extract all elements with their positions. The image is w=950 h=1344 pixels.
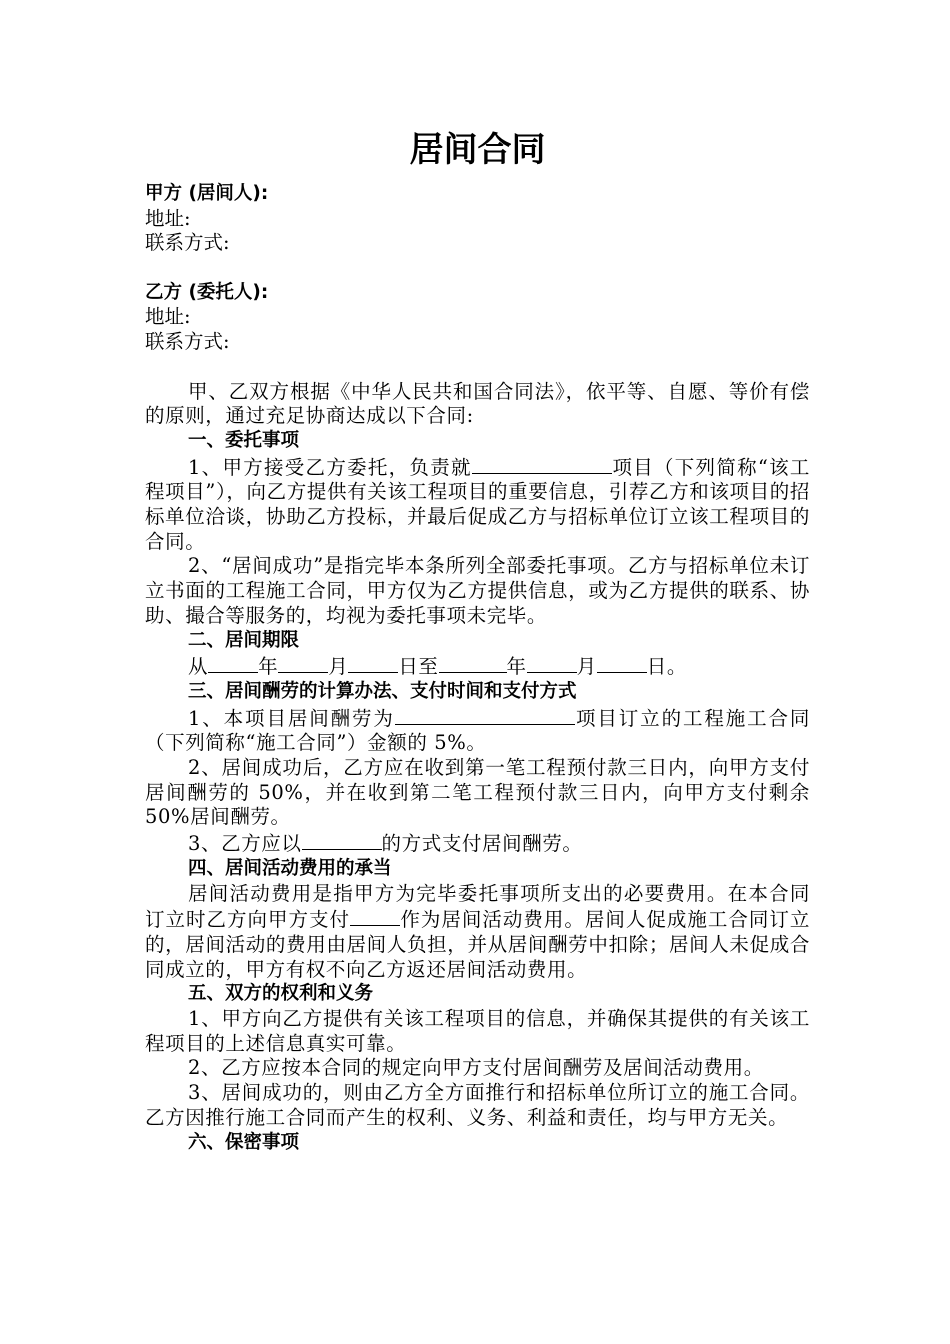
party-b-address: 地址: [145,305,191,329]
section-4-heading: 四、居间活动费用的承当 [188,857,392,879]
document-title: 居间合同 [409,130,546,170]
section-5-clause-1: 1、甲方向乙方提供有关该工程项目的信息，并确保其提供的有关该工程项目的上述信息真实可靠。 [145,1007,810,1055]
end-year-blank[interactable] [439,653,507,673]
end-month-blank[interactable] [527,653,577,673]
section-4-clause: 居间活动费用是指甲方为完毕委托事项所支出的必要费用。在本合同订立时乙方向甲方支付 作为居间活动费用。居间人促成施工合同订立的，居间活动的费用由居间人负担，并从居间酬劳中扣除；居间人未促成合同成立的，甲方有权不向乙方返还居间活动费用。 [145,881,810,981]
preamble: 甲、乙双方根据《中华人民共和国合同法》，依平等、自愿、等价有偿的原则，通过充足协商达成以下合同: [145,379,810,428]
section-3-clause-1: 1、本项目居间酬劳为 项目订立的工程施工合同（下列简称“施工合同”）金额的 5%。 [145,706,810,755]
start-day-blank[interactable] [348,653,398,673]
section-1-clause-1: 1、甲方接受乙方委托，负责就 项目（下列简称“该工程项目”），向乙方提供有关该工程项目的重要信息，引荐乙方和该项目的招标单位洽谈，协助乙方投标，并最后促成乙方与招标单位订立该工程项目的合同。 [145,455,810,553]
section-5-clause-2: 2、乙方应按本合同的规定向甲方支付居间酬劳及居间活动费用。 [188,1056,764,1080]
activity-fee-blank[interactable] [350,906,400,926]
party-b-label: 乙方 (委托人): [145,281,269,303]
party-a-contact: 联系方式: [145,231,230,255]
party-b-contact: 联系方式: [145,330,230,354]
party-a-address: 地址: [145,206,191,230]
party-a-label: 甲方 (居间人): [145,183,269,204]
section-1-clause-2: 2、“居间成功”是指完毕本条所列全部委托事项。乙方与招标单位未订立书面的工程施工合同，甲方仅为乙方提供信息，或为乙方提供的联系、协助、撮合等服务的，均视为委托事项未完毕。 [145,554,810,627]
start-month-blank[interactable] [278,653,328,673]
section-5-heading: 五、双方的权利和义务 [188,983,374,1005]
fee-basis-blank[interactable] [395,705,575,725]
section-5-clause-3: 3、居间成功的，则由乙方全方面推行和招标单位所订立的施工合同。乙方因推行施工合同而产生的权利、义务、利益和责任，均与甲方无关。 [145,1081,810,1129]
start-year-blank[interactable] [208,653,258,673]
section-3-heading: 三、居间酬劳的计算办法、支付时间和支付方式 [188,680,577,702]
section-2-heading: 二、居间期限 [188,629,300,651]
section-6-heading: 六、保密事项 [188,1131,300,1153]
end-day-blank[interactable] [597,653,647,673]
payment-method-blank[interactable] [302,830,382,850]
contract-page [145,124,810,1155]
section-1-heading: 一、委托事项 [188,429,300,451]
section-3-clause-3: 3、乙方应以 的方式支付居间酬劳。 [188,832,583,856]
section-3-clause-2: 2、居间成功后，乙方应在收到第一笔工程预付款三日内，向甲方支付居间酬劳的 50%，并在收到第二笔工程预付款三日内，向甲方支付剩余 50%居间酬劳。 [145,756,810,829]
project-name-blank[interactable] [472,454,612,474]
section-2-term: 从 年 月 日至 年 月 日。 [188,655,687,679]
